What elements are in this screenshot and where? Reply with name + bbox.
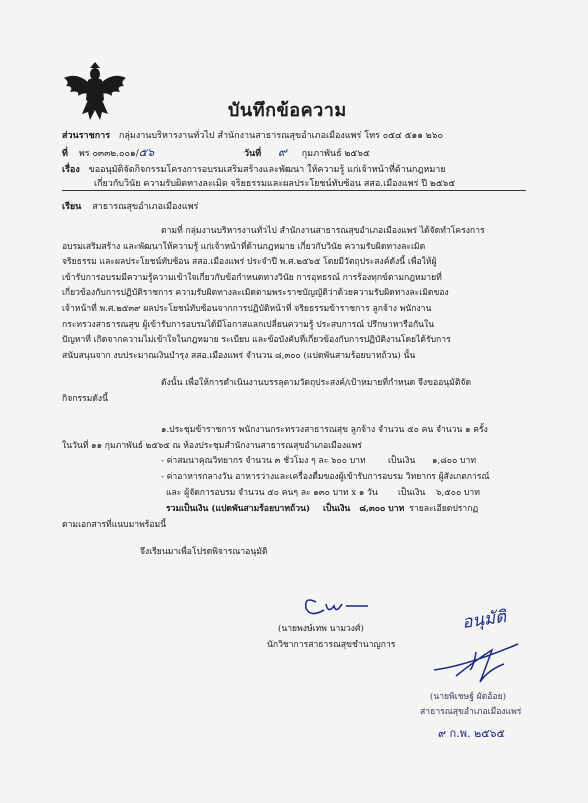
cost-lunch-amount-row — [398, 486, 480, 502]
agency-label: ส่วนราชการ — [62, 131, 111, 141]
signer-1-position: นักวิชาการสาธารณสุขชำนาญการ — [267, 640, 396, 650]
addressee-value: สาธารณสุขอำเภอเมืองแพร่ — [92, 202, 199, 212]
paragraph-1-line: ปัญหาที่ เกิดจากความไม่เข้าใจในกฎหมาย ระเบียบ และข้อบังคับที่เกี่ยวข้องกับการปฏิบัติงานโดยได้รับการ — [62, 335, 451, 346]
subject-line-2: เกี่ยวกับวินัย ความรับผิดทางละเมิด จริยธรรมและผลประโยชน์ทับซ้อน สสอ.เมืองแพร่ ปี ๒๕๖๕ — [94, 179, 456, 189]
item-1 — [62, 423, 488, 454]
paragraph-2 — [62, 376, 471, 407]
cost-total-row — [166, 502, 478, 518]
signature-1-icon — [298, 590, 378, 622]
cost-lunch-amount: ๖,๕๐๐ บาท — [436, 488, 480, 498]
header-divider — [62, 190, 526, 191]
cost-speaker: - ค่าสมนาคุณวิทยากร จำนวน ๓ ชั่วโมง ๆ ละ ๖๐๐ บาท — [161, 456, 366, 466]
date-label: วันที่ — [244, 149, 262, 159]
paragraph-1-line: ตามที่ กลุ่มงานบริหารงานทั่วไป สำนักงานสาธารณสุขอำเภอเมืองแพร่ ได้จัดทำโครงการ — [161, 226, 485, 236]
ref-label: ที่ — [62, 149, 68, 159]
paragraph-1-line: เจ้าหน้าที่ พ.ศ.๒๕๓๙ ผลประโยชน์ทับซ้อนจากการปฏิบัติหน้าที่ จริยธรรมข้าราชการ ลูกจ้าง พนักงาน — [62, 303, 432, 314]
agency-row — [62, 128, 443, 142]
paragraph-2-line: กิจกรรมดังนี้ — [62, 393, 108, 404]
cost-lunch-line-1: - ค่าอาหารกลางวัน อาหารว่างและเครื่องดื่มของผู้เข้ารับการอบรม วิทยากร ผู้สังเกตการณ์ — [161, 472, 490, 482]
signer-2-name: (นายพิเชษฐ์ ผัดอ้อย) — [430, 692, 506, 702]
cost-total-amount: ๘,๓๐๐ บาท — [359, 504, 405, 514]
paragraph-1-line: จริยธรรม และผลประโยชน์ทับซ้อน สสอ.เมืองแพร่ ประจำปี พ.ศ.๒๕๖๕ โดยมีวัตถุประสงค์ดังนี้ เพื่อให้ผู้ — [62, 257, 437, 268]
cost-lunch-amount-label: เป็นเงิน — [398, 488, 426, 498]
page-title: บันทึกข้อความ — [228, 100, 347, 121]
subject-row — [62, 162, 446, 176]
signer-1-name: (นายพงษ์เทพ นามวงศ์) — [278, 624, 364, 634]
addressee-label: เรียน — [62, 202, 82, 212]
cost-speaker-amount-label: เป็นเงิน — [388, 456, 416, 466]
date-value: กุมภาพันธ์ ๒๕๖๕ — [301, 149, 370, 159]
attachment-note: ตามเอกสารที่แนบมาพร้อมนี้ — [62, 520, 167, 530]
paragraph-1-line: เข้ารับการอบรมมีความรู้ความเข้าใจเกี่ยวกับข้อกำหนดทางวินัย การอุทธรณ์ การร้องทุกข์ตามกฎหมายที่ — [62, 272, 442, 283]
paragraph-1-line: อบรมเสริมสร้าง และพัฒนาให้ความรู้ แก่เจ้าหน้าที่ด้านกฎหมาย เกี่ยวกับวินัย ความรับผิดทางละเมิด — [62, 241, 426, 252]
item-1-line: ๑.ประชุมข้าราชการ พนักงานกระทรวงสาธารณสุข ลูกจ้าง จำนวน ๕๐ คน จำนวน ๑ ครั้ง — [161, 425, 488, 435]
agency-value: กลุ่มงานบริหารงานทั่วไป สำนักงานสาธารณสุขอำเภอเมืองแพร่ โทร ๐๕๔ ๕๑๑ ๒๖๐ — [118, 131, 443, 141]
ref-value: พร ๐๓๓๒.๐๐๑/ — [78, 149, 139, 159]
subject-line-1: ขออนุมัติจัดกิจกรรมโครงการอบรมเสริมสร้างและพัฒนา ให้ความรู้ แก่เจ้าหน้าที่ด้านกฎหมาย — [88, 165, 446, 175]
paragraph-1-line: เกี่ยวข้องกับการปฏิบัติราชการ ความรับผิดทางละเมิดตามพระราชบัญญัติว่าด้วยความรับผิดทางละเมิดของ — [62, 288, 449, 299]
garuda-emblem-icon — [62, 62, 128, 122]
cost-speaker-amount-row — [388, 454, 476, 470]
item-1-line: ในวันที่ ๑๑ กุมภาพันธ์ ๒๕๖๕ ณ ห้องประชุมสำนักงานสาธารณสุขอำเภอเมืองแพร่ — [62, 440, 362, 451]
paragraph-1 — [62, 224, 485, 364]
signer-2-date: ๙ ก.พ. ๒๕๖๕ — [438, 727, 505, 740]
addressee-row — [62, 199, 198, 213]
date-handwritten-day: ๙ — [278, 145, 287, 159]
cost-speaker-row — [161, 454, 366, 470]
cost-lunch-line-2: และ ผู้จัดการอบรม จำนวน ๕๐ คนๆ ละ ๑๓๐ บาท x ๑ วัน — [166, 488, 378, 498]
cost-total-detail: รายละเอียดปรากฏ — [409, 504, 479, 514]
signer-2-position: สาธารณสุขอำเภอเมืองแพร่ — [420, 707, 522, 717]
paragraph-1-line: กระทรวงสาธารณสุข ผู้เข้ารับการอบรมได้มีโอกาสแลกเปลี่ยนความรู้ ประสบการณ์ ปรึกษาหารือกันใน — [62, 319, 435, 330]
cost-speaker-amount: ๑,๘๐๐ บาท — [432, 456, 476, 466]
signature-2-icon — [426, 630, 526, 686]
ref-handwritten-number: ๕๖ — [138, 146, 155, 159]
approval-handwritten-note: อนุมัติ — [460, 607, 508, 633]
paragraph-1-line: สนับสนุนจาก งบประมาณเงินบำรุง สสอ.เมืองแพร่ จำนวน ๘,๓๐๐ (แปดพันสามร้อยบาทถ้วน) นั้น — [62, 350, 416, 361]
cost-total-label: รวมเป็นเงิน (แปดพันสามร้อยบาทถ้วน) — [166, 504, 311, 514]
closing-line: จึงเรียนมาเพื่อโปรดพิจารณาอนุมัติ — [140, 547, 268, 557]
cost-total-amount-label: เป็นเงิน — [323, 504, 351, 514]
date-row — [244, 143, 370, 162]
ref-row — [62, 143, 154, 161]
subject-label: เรื่อง — [62, 165, 80, 175]
paragraph-2-line: ดังนั้น เพื่อให้การดำเนินงานบรรลุตามวัตถุประสงค์/เป้าหมายที่กำหนด จึงขออนุมัติจัด — [161, 378, 472, 388]
